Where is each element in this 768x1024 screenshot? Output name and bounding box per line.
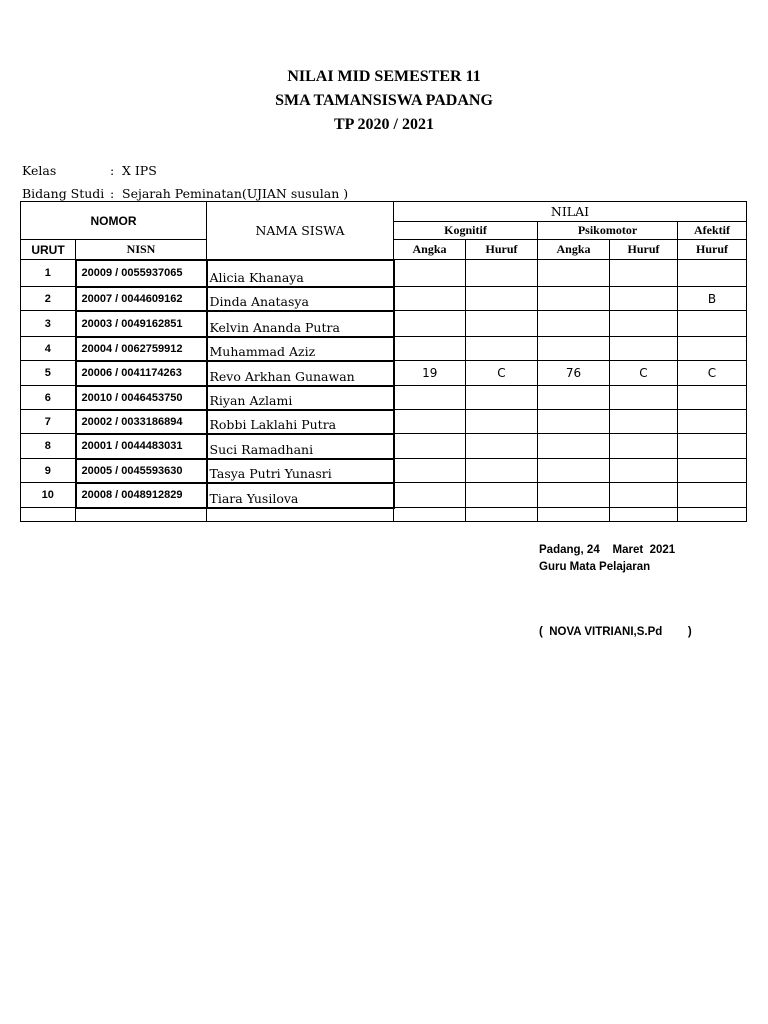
row-afektif-huruf bbox=[678, 311, 747, 337]
document-title-line-3: TP 2020 / 2021 bbox=[333, 116, 434, 133]
kelas-separator: : bbox=[110, 163, 115, 178]
row-kognitif-angka bbox=[394, 311, 466, 337]
header-psikomotor-huruf: Huruf bbox=[610, 240, 678, 260]
row-psikomotor-huruf bbox=[610, 311, 678, 337]
header-kognitif-huruf: Huruf bbox=[466, 240, 538, 260]
kelas-label: Kelas bbox=[22, 163, 57, 178]
row-nama-siswa: Suci Ramadhani bbox=[207, 434, 394, 459]
row-urut: 6 bbox=[21, 386, 76, 410]
row-psikomotor-angka bbox=[538, 459, 610, 483]
row-kognitif-huruf bbox=[466, 459, 538, 483]
row-urut: 5 bbox=[21, 361, 76, 386]
row-kognitif-angka bbox=[394, 337, 466, 361]
header-urut: URUT bbox=[21, 240, 76, 260]
row-kognitif-huruf: C bbox=[466, 361, 538, 386]
row-kognitif-huruf bbox=[466, 410, 538, 434]
row-afektif-huruf bbox=[678, 483, 747, 508]
row-urut: 8 bbox=[21, 434, 76, 459]
row-urut: 10 bbox=[21, 483, 76, 508]
table-row bbox=[21, 260, 747, 287]
row-nama-siswa: Tasya Putri Yunasri bbox=[207, 459, 394, 483]
table-row bbox=[21, 483, 747, 508]
row-nisn: 20006 / 0041174263 bbox=[76, 361, 207, 386]
empty-cell bbox=[538, 508, 610, 522]
header-afektif: Afektif bbox=[678, 222, 747, 240]
row-psikomotor-huruf bbox=[610, 287, 678, 311]
row-kognitif-angka bbox=[394, 260, 466, 287]
bidang-label: Bidang Studi bbox=[22, 186, 105, 201]
header-psikomotor: Psikomotor bbox=[538, 222, 678, 240]
empty-cell bbox=[21, 508, 76, 522]
row-psikomotor-angka bbox=[538, 386, 610, 410]
row-kognitif-huruf bbox=[466, 434, 538, 459]
row-urut: 4 bbox=[21, 337, 76, 361]
row-psikomotor-huruf bbox=[610, 260, 678, 287]
header-kognitif: Kognitif bbox=[394, 222, 538, 240]
row-psikomotor-angka bbox=[538, 483, 610, 508]
row-psikomotor-angka: 76 bbox=[538, 361, 610, 386]
empty-table-row bbox=[21, 508, 747, 522]
row-afektif-huruf bbox=[678, 434, 747, 459]
row-nama-siswa: Riyan Azlami bbox=[207, 386, 394, 410]
row-psikomotor-huruf bbox=[610, 459, 678, 483]
table-row bbox=[21, 459, 747, 483]
row-nisn: 20002 / 0033186894 bbox=[76, 410, 207, 434]
empty-cell bbox=[394, 508, 466, 522]
row-kognitif-angka bbox=[394, 483, 466, 508]
meta-bidang-studi bbox=[22, 186, 348, 201]
row-afektif-huruf: C bbox=[678, 361, 747, 386]
kelas-value: X IPS bbox=[122, 163, 157, 178]
row-psikomotor-huruf bbox=[610, 386, 678, 410]
row-nisn: 20005 / 0045593630 bbox=[76, 459, 207, 483]
empty-cell bbox=[76, 508, 207, 522]
row-nama-siswa: Tiara Yusilova bbox=[207, 483, 394, 508]
row-kognitif-angka bbox=[394, 287, 466, 311]
table-row bbox=[21, 287, 747, 311]
empty-cell bbox=[610, 508, 678, 522]
empty-cell bbox=[466, 508, 538, 522]
bidang-separator: : bbox=[110, 186, 115, 201]
row-nama-siswa: Dinda Anatasya bbox=[207, 287, 394, 311]
table-row bbox=[21, 311, 747, 337]
row-nama-siswa: Revo Arkhan Gunawan bbox=[207, 361, 394, 386]
row-urut: 1 bbox=[21, 260, 76, 287]
row-psikomotor-angka bbox=[538, 410, 610, 434]
row-nisn: 20001 / 0044483031 bbox=[76, 434, 207, 459]
empty-cell bbox=[678, 508, 747, 522]
table-row bbox=[21, 386, 747, 410]
row-kognitif-huruf bbox=[466, 337, 538, 361]
table-row bbox=[21, 434, 747, 459]
signature-name: ( NOVA VITRIANI,S.Pd ) bbox=[539, 626, 692, 638]
row-psikomotor-angka bbox=[538, 287, 610, 311]
row-psikomotor-huruf: C bbox=[610, 361, 678, 386]
row-psikomotor-angka bbox=[538, 260, 610, 287]
meta-kelas bbox=[22, 163, 157, 178]
row-psikomotor-huruf bbox=[610, 337, 678, 361]
header-kognitif-angka: Angka bbox=[394, 240, 466, 260]
row-kognitif-angka: 19 bbox=[394, 361, 466, 386]
row-psikomotor-huruf bbox=[610, 483, 678, 508]
empty-cell bbox=[207, 508, 394, 522]
row-psikomotor-angka bbox=[538, 434, 610, 459]
row-kognitif-huruf bbox=[466, 287, 538, 311]
document-title-line-1: NILAI MID SEMESTER 11 bbox=[287, 68, 481, 85]
row-afektif-huruf bbox=[678, 260, 747, 287]
row-afektif-huruf bbox=[678, 459, 747, 483]
row-nisn: 20003 / 0049162851 bbox=[76, 311, 207, 337]
row-nisn: 20004 / 0062759912 bbox=[76, 337, 207, 361]
row-afektif-huruf bbox=[678, 337, 747, 361]
header-psikomotor-angka: Angka bbox=[538, 240, 610, 260]
table-row bbox=[21, 361, 747, 386]
row-psikomotor-huruf bbox=[610, 434, 678, 459]
row-kognitif-huruf bbox=[466, 483, 538, 508]
row-nisn: 20010 / 0046453750 bbox=[76, 386, 207, 410]
header-nomor: NOMOR bbox=[21, 202, 207, 240]
row-psikomotor-huruf bbox=[610, 410, 678, 434]
row-urut: 2 bbox=[21, 287, 76, 311]
row-kognitif-angka bbox=[394, 434, 466, 459]
row-urut: 3 bbox=[21, 311, 76, 337]
row-kognitif-huruf bbox=[466, 311, 538, 337]
signature-place-date: Padang, 24 Maret 2021 bbox=[539, 544, 676, 556]
row-kognitif-angka bbox=[394, 459, 466, 483]
row-kognitif-huruf bbox=[466, 260, 538, 287]
row-nama-siswa: Alicia Khanaya bbox=[207, 260, 394, 287]
row-psikomotor-angka bbox=[538, 337, 610, 361]
signature-role: Guru Mata Pelajaran bbox=[539, 561, 651, 573]
row-nisn: 20007 / 0044609162 bbox=[76, 287, 207, 311]
row-nama-siswa: Robbi Laklahi Putra bbox=[207, 410, 394, 434]
header-afektif-huruf: Huruf bbox=[678, 240, 747, 260]
row-afektif-huruf bbox=[678, 410, 747, 434]
grade-table bbox=[20, 201, 747, 522]
row-kognitif-angka bbox=[394, 410, 466, 434]
table-row bbox=[21, 410, 747, 434]
document-title-line-2: SMA TAMANSISWA PADANG bbox=[275, 92, 493, 109]
table-row bbox=[21, 337, 747, 361]
row-kognitif-huruf bbox=[466, 386, 538, 410]
row-nisn: 20008 / 0048912829 bbox=[76, 483, 207, 508]
header-nisn: NISN bbox=[76, 240, 207, 260]
row-afektif-huruf bbox=[678, 386, 747, 410]
row-urut: 7 bbox=[21, 410, 76, 434]
row-psikomotor-angka bbox=[538, 311, 610, 337]
header-nilai: NILAI bbox=[394, 202, 747, 222]
row-afektif-huruf: B bbox=[678, 287, 747, 311]
row-nisn: 20009 / 0055937065 bbox=[76, 260, 207, 287]
header-nama-siswa: NAMA SISWA bbox=[207, 202, 394, 260]
row-urut: 9 bbox=[21, 459, 76, 483]
row-nama-siswa: Muhammad Aziz bbox=[207, 337, 394, 361]
bidang-value: Sejarah Peminatan(UJIAN susulan ) bbox=[122, 186, 349, 201]
row-nama-siswa: Kelvin Ananda Putra bbox=[207, 311, 394, 337]
row-kognitif-angka bbox=[394, 386, 466, 410]
